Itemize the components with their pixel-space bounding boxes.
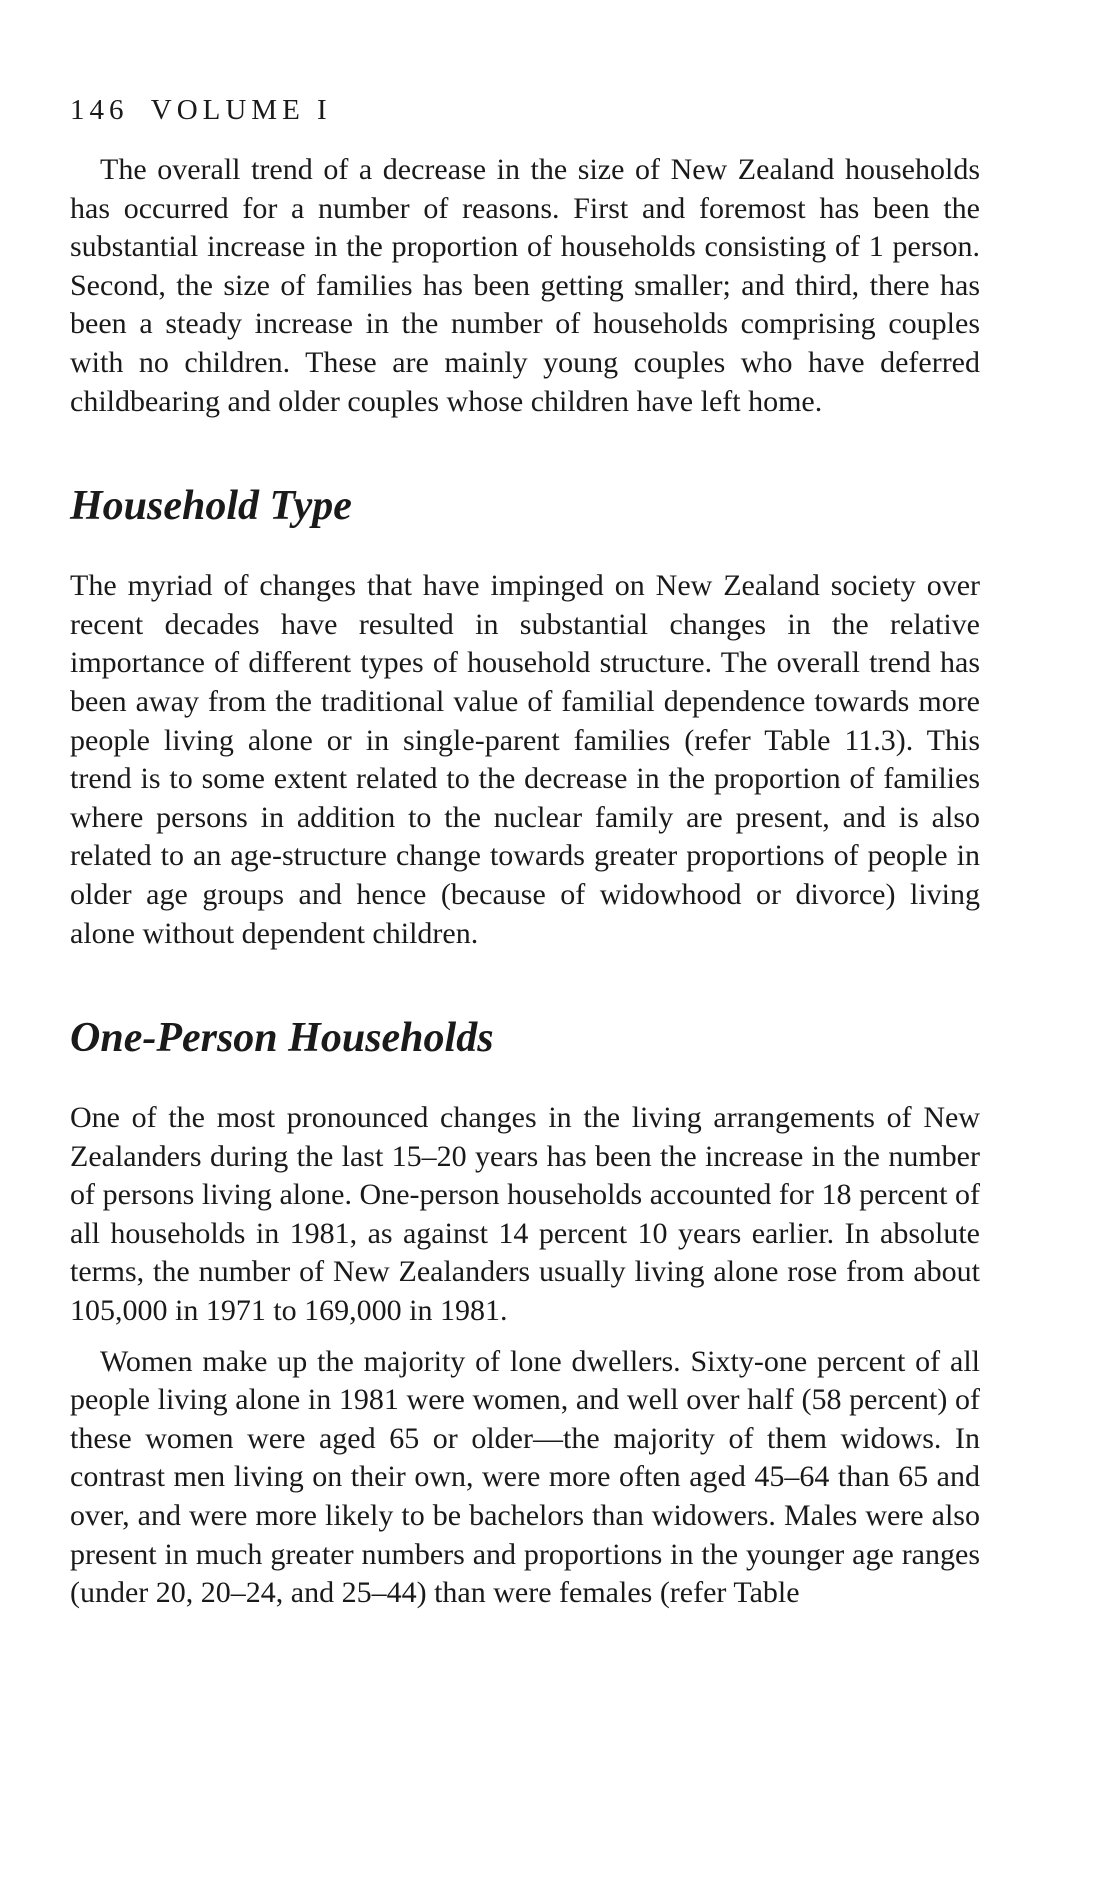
- section-heading-household-type: Household Type: [70, 483, 352, 530]
- intro-paragraph: The overall trend of a decrease in the size of New Zealand households has occurred for a number of reasons. First and foremost has been the substantial increase in the proportion of households consisting of 1 person. Second, the size of families has been getting smaller; and third, there has been a steady increase in the number of households comprising couples with no children. These are mainly young couples who have deferred childbearing and older couples whose children have left home.: [70, 153, 980, 418]
- one-person-paragraph-1: One of the most pronounced changes in the living arrangements of New Zealanders during the last 15–20 years has been the increase in the number of persons living alone. One-person households accounted for 18 percent of all households in 1981, as against 14 percent 10 years earlier. In absolute terms, the number of New Zealanders usually living alone rose from about 105,000 in 1971 to 169,000 in 1981.: [70, 1101, 980, 1328]
- page-number: 146: [70, 94, 129, 126]
- running-head: [70, 96, 980, 125]
- household-type-paragraph: The myriad of changes that have impinged on New Zealand society over recent decades have resulted in substantial changes in the relative importance of different types of household structure. The overall trend has been away from the traditional value of familial dependence towards more people living alone or in single-parent families (refer Table 11.3). This trend is to some extent related to the decrease in the proportion of families where persons in addition to the nuclear family are present, and is also related to an age-structure change towards greater proportions of people in older age groups and hence (because of widowhood or divorce) living alone without dependent children.: [70, 569, 980, 950]
- volume-label: VOLUME I: [150, 94, 332, 126]
- section-heading-one-person-households: One-Person Households: [70, 1015, 494, 1062]
- book-page: [70, 96, 980, 1613]
- paragraph-gap: [70, 1331, 980, 1343]
- one-person-paragraph-2: Women make up the majority of lone dwellers. Sixty-one percent of all people living alone in 1981 were women, and well over half (58 percent) of these women were aged 65 or older—the majority of them widows. In contrast men living on their own, were more often aged 45–64 than 65 and over, and were more likely to be bachelors than widowers. Males were also present in much greater numbers and proportions in the younger age ranges (under 20, 20–24, and 25–44) than were females (refer Table: [70, 1344, 980, 1610]
